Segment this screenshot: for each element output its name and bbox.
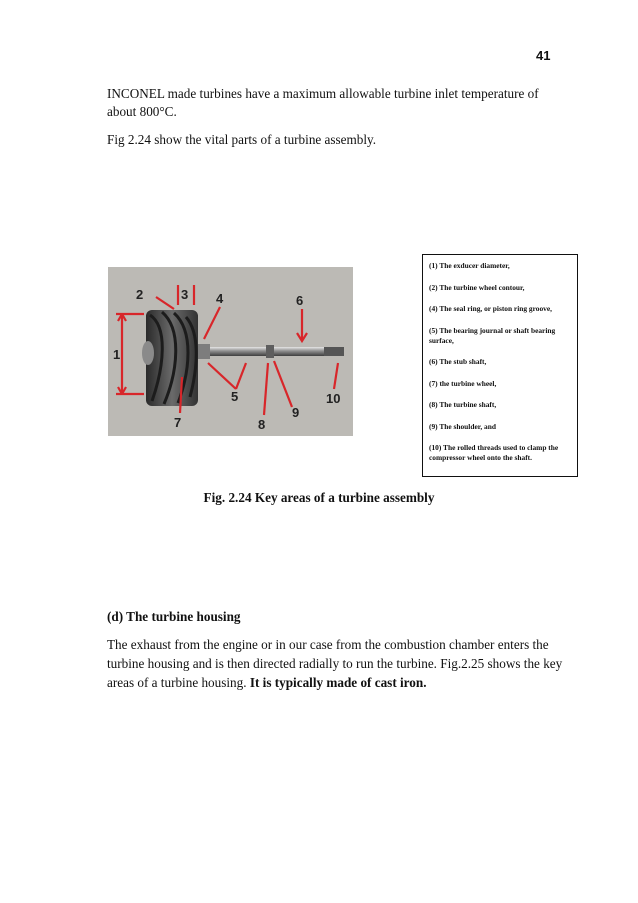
section-body-bold: It is typically made of cast iron. bbox=[249, 675, 427, 690]
legend-item: (10) The rolled threads used to clamp the compressor wheel onto the shaft. bbox=[429, 443, 559, 462]
photo-label: 10 bbox=[326, 391, 341, 406]
photo-label: 8 bbox=[258, 417, 266, 432]
photo-label: 3 bbox=[181, 287, 189, 302]
legend-item: (7) the turbine wheel, bbox=[429, 378, 497, 388]
legend-item: (6) The stub shaft, bbox=[429, 357, 487, 366]
section-body-text: The exhaust from the engine or in our case from the combustion chamber enters the turbine housing and is then directed radially to run the turbine. Fig.2.25 shows the key areas of a turbine housing. bbox=[107, 637, 563, 690]
page-number: 41 bbox=[536, 48, 551, 63]
rolled-threads bbox=[324, 347, 344, 356]
legend-item: (1) The exducer diameter, bbox=[429, 261, 510, 270]
legend-item: (5) The bearing journal or shaft bearing surface, bbox=[429, 325, 556, 345]
paragraph-figure-intro: Fig 2.24 show the vital parts of a turbine assembly. bbox=[107, 132, 377, 147]
figure-caption: Fig. 2.24 Key areas of a turbine assembly bbox=[203, 490, 435, 505]
section-body bbox=[107, 635, 567, 692]
photo-label: 2 bbox=[136, 287, 144, 302]
photo-label: 1 bbox=[113, 347, 121, 362]
photo-label: 6 bbox=[296, 293, 304, 308]
turbine-wheel bbox=[142, 310, 198, 406]
legend-item: (2) The turbine wheel contour, bbox=[429, 282, 525, 292]
photo-label: 9 bbox=[292, 405, 300, 420]
legend-item: (4) The seal ring, or piston ring groove, bbox=[429, 304, 552, 313]
legend-item: (8) The turbine shaft, bbox=[429, 400, 497, 409]
turbine-assembly-drawing bbox=[108, 267, 353, 436]
shoulder bbox=[266, 345, 274, 358]
legend-item: (9) The shoulder, and bbox=[429, 421, 496, 431]
photo-label: 7 bbox=[174, 415, 182, 430]
paragraph-inconel: INCONEL made turbines have a maximum allowable turbine inlet temperature of about 800°C. bbox=[107, 86, 539, 119]
turbine-assembly-photo bbox=[108, 267, 353, 436]
photo-label: 5 bbox=[231, 389, 239, 404]
photo-label: 4 bbox=[216, 291, 224, 306]
section-heading: (d) The turbine housing bbox=[107, 609, 241, 624]
seal-ring bbox=[196, 344, 210, 359]
figure-legend bbox=[422, 254, 578, 477]
